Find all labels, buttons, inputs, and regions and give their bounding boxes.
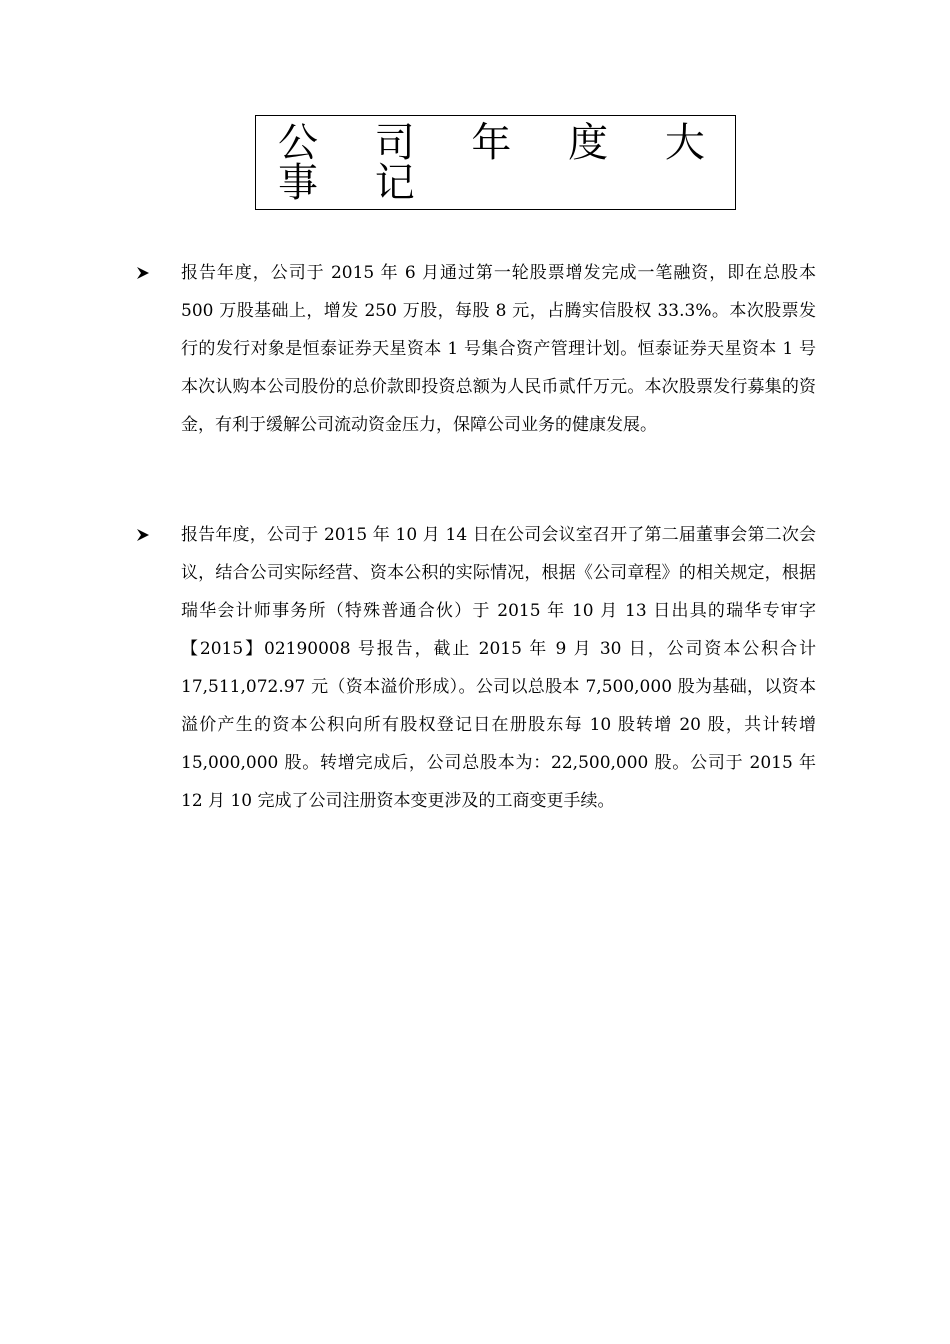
title-box <box>255 115 736 210</box>
arrowhead-bullet-icon <box>136 254 156 292</box>
list-item <box>136 254 816 444</box>
arrowhead-bullet-icon <box>136 516 156 554</box>
document-title: 公 司 年 度 大 事 记 <box>278 119 727 206</box>
event-paragraph: 报告年度，公司于 2015 年 6 月通过第一轮股票增发完成一笔融资，即在总股本 500 万股基础上，增发 250 万股，每股 8 元，占腾实信股权 33.3%。本次股票发行的发行对象是恒泰证券天星资本 1 号集合资产管理计划。恒泰证券天星资本 1 号本次认购本公司股份的总价款即投资总额为人民币贰仟万元。本次股票发行募集的资金，有利于缓解公司流动资金压力，保障公司业务的健康发展。 <box>181 263 816 435</box>
event-paragraph: 报告年度，公司于 2015 年 10 月 14 日在公司会议室召开了第二届董事会第二次会议，结合公司实际经营、资本公积的实际情况，根据《公司章程》的相关规定，根据瑞华会计师事务所（特殊普通合伙）于 2015 年 10 月 13 日出具的瑞华专审字【2015】02190008 号报告，截止 2015 年 9 月 30 日，公司资本公积合计 17,511,072.97 元（资本溢价形成）。公司以总股本 7,500,000 股为基础，以资本溢价产生的资本公积向所有股权登记日在册股东每 10 股转增 20 股，共计转增 15,000,000 股。转增完成后，公司总股本为：22,500,000 股。公司于 2015 年 12 月 10 完成了公司注册资本变更涉及的工商变更手续。 <box>181 525 817 811</box>
list-item <box>136 516 816 820</box>
